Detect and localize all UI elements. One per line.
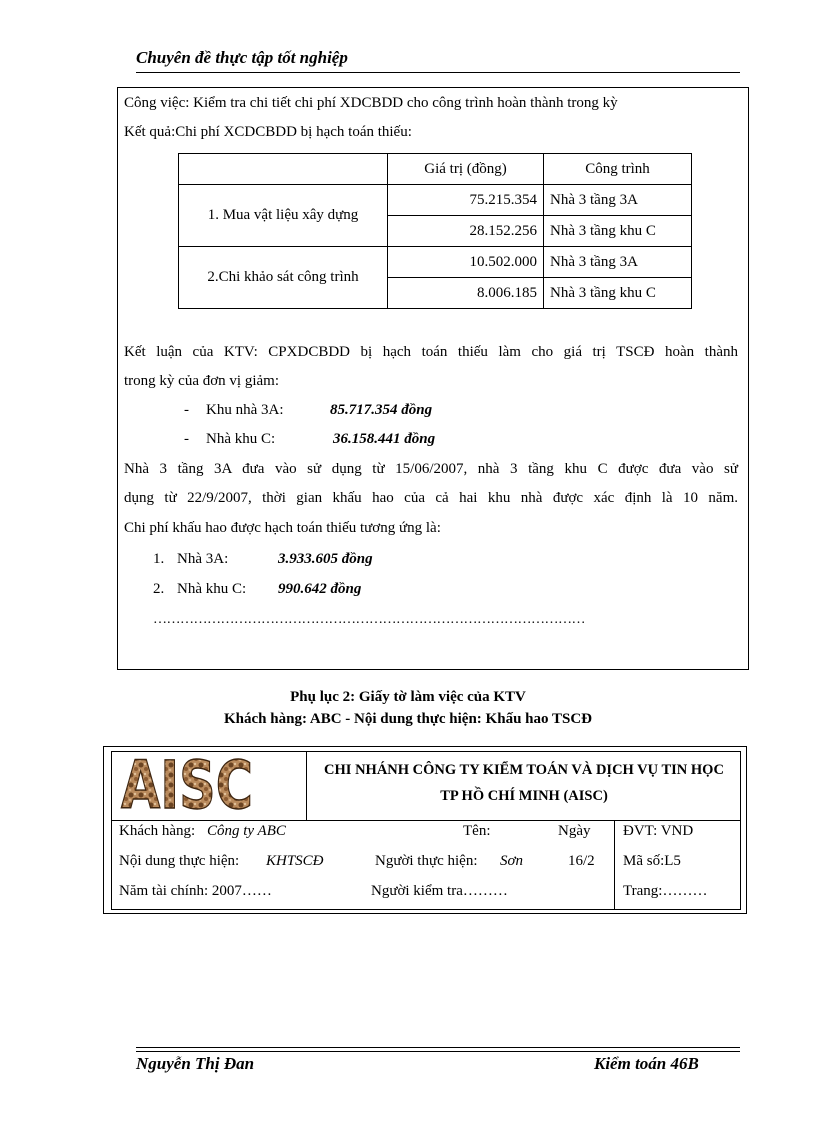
page-label: Trang:……… bbox=[623, 883, 708, 899]
table-header-cell bbox=[179, 154, 388, 185]
table-cell-value: 75.215.354 bbox=[388, 185, 544, 216]
numbered-index: 2. bbox=[153, 581, 165, 597]
table-header-row bbox=[179, 154, 692, 185]
company-name-line-1: CHI NHÁNH CÔNG TY KIỂM TOÁN VÀ DỊCH VỤ TIN HỌC bbox=[324, 762, 724, 778]
conclusion-line-2: trong kỳ của đơn vị giảm: bbox=[124, 373, 279, 389]
footer-class: Kiểm toán 46B bbox=[594, 1054, 699, 1073]
form-divider bbox=[614, 820, 615, 910]
result-line: Kết quả:Chi phí XCDCBDD bị hạch toán thiếu: bbox=[124, 124, 412, 140]
bullet-dash: - bbox=[184, 402, 189, 418]
table-cell-project: Nhà 3 tầng khu C bbox=[544, 278, 692, 309]
dotted-line: …………………………………………………………………………………… bbox=[153, 612, 585, 627]
appendix-title: Phụ lục 2: Giấy tờ làm việc của KTV bbox=[290, 689, 526, 705]
work-line: Công việc: Kiểm tra chi tiết chi phí XDCBDD cho công trình hoàn thành trong kỳ bbox=[124, 95, 618, 111]
numbered-amount: 3.933.605 đồng bbox=[278, 551, 373, 567]
conclusion-line-1: Kết luận của KTV: CPXDCBDD bị hạch toán thiếu làm cho giá trị TSCĐ hoàn thành bbox=[124, 344, 738, 360]
unit-label: ĐVT: VND bbox=[623, 823, 694, 839]
paragraph-line-3: Chi phí khấu hao được hạch toán thiếu tương ứng là: bbox=[124, 520, 441, 536]
numbered-amount: 990.642 đồng bbox=[278, 581, 362, 597]
table-group-label: 1. Mua vật liệu xây dựng bbox=[179, 185, 388, 247]
header-rule bbox=[136, 72, 740, 73]
page-header-title: Chuyên đề thực tập tốt nghiệp bbox=[136, 48, 348, 67]
paragraph-line-1: Nhà 3 tầng 3A đưa vào sử dụng từ 15/06/2007, nhà 3 tầng khu C được đưa vào sử bbox=[124, 461, 738, 477]
performer-value: Sơn bbox=[500, 853, 524, 869]
table-header-cell: Công trình bbox=[544, 154, 692, 185]
bullet-dash: - bbox=[184, 431, 189, 447]
footer-rule bbox=[136, 1047, 740, 1048]
bullet-amount: 85.717.354 đồng bbox=[330, 402, 433, 418]
bullet-label: Khu nhà 3A: bbox=[206, 402, 284, 418]
numbered-label: Nhà 3A: bbox=[177, 551, 229, 567]
numbered-index: 1. bbox=[153, 551, 165, 567]
bullet-label: Nhà khu C: bbox=[206, 431, 276, 447]
bullet-amount: 36.158.441 đồng bbox=[333, 431, 436, 447]
logo-text: AISC bbox=[121, 747, 253, 824]
form-divider bbox=[306, 751, 307, 820]
cost-table bbox=[178, 153, 692, 309]
table-cell-project: Nhà 3 tầng khu C bbox=[544, 216, 692, 247]
table-cell-value: 28.152.256 bbox=[388, 216, 544, 247]
aisc-logo bbox=[118, 747, 256, 824]
date-label: Ngày bbox=[558, 823, 591, 839]
client-value: Công ty ABC bbox=[207, 823, 286, 839]
code-label: Mã số:L5 bbox=[623, 853, 681, 869]
performer-label: Người thực hiện: bbox=[375, 853, 478, 869]
table-header-cell: Giá trị (đồng) bbox=[388, 154, 544, 185]
date-value: 16/2 bbox=[568, 853, 595, 869]
fiscal-year: Năm tài chính: 2007…… bbox=[119, 883, 272, 899]
table-cell-value: 8.006.185 bbox=[388, 278, 544, 309]
table-group-label: 2.Chi khảo sát công trình bbox=[179, 247, 388, 309]
paragraph-line-2: dụng từ 22/9/2007, thời gian khấu hao của cả hai khu nhà được xác định là 10 năm. bbox=[124, 490, 738, 506]
table-cell-value: 10.502.000 bbox=[388, 247, 544, 278]
content-label: Nội dung thực hiện: bbox=[119, 853, 240, 869]
client-label: Khách hàng: bbox=[119, 823, 196, 839]
footer-author: Nguyễn Thị Đan bbox=[136, 1054, 255, 1073]
table-cell-project: Nhà 3 tầng 3A bbox=[544, 185, 692, 216]
table-row bbox=[179, 185, 692, 216]
checker-label: Người kiểm tra……… bbox=[371, 883, 508, 899]
content-value: KHTSCĐ bbox=[266, 853, 324, 869]
name-label: Tên: bbox=[463, 823, 491, 839]
appendix-subtitle: Khách hàng: ABC - Nội dung thực hiện: Khấu hao TSCĐ bbox=[224, 711, 592, 727]
table-cell-project: Nhà 3 tầng 3A bbox=[544, 247, 692, 278]
table-row bbox=[179, 247, 692, 278]
numbered-label: Nhà khu C: bbox=[177, 581, 247, 597]
footer-rule bbox=[136, 1051, 740, 1052]
company-name-line-2: TP HỒ CHÍ MINH (AISC) bbox=[440, 788, 608, 804]
